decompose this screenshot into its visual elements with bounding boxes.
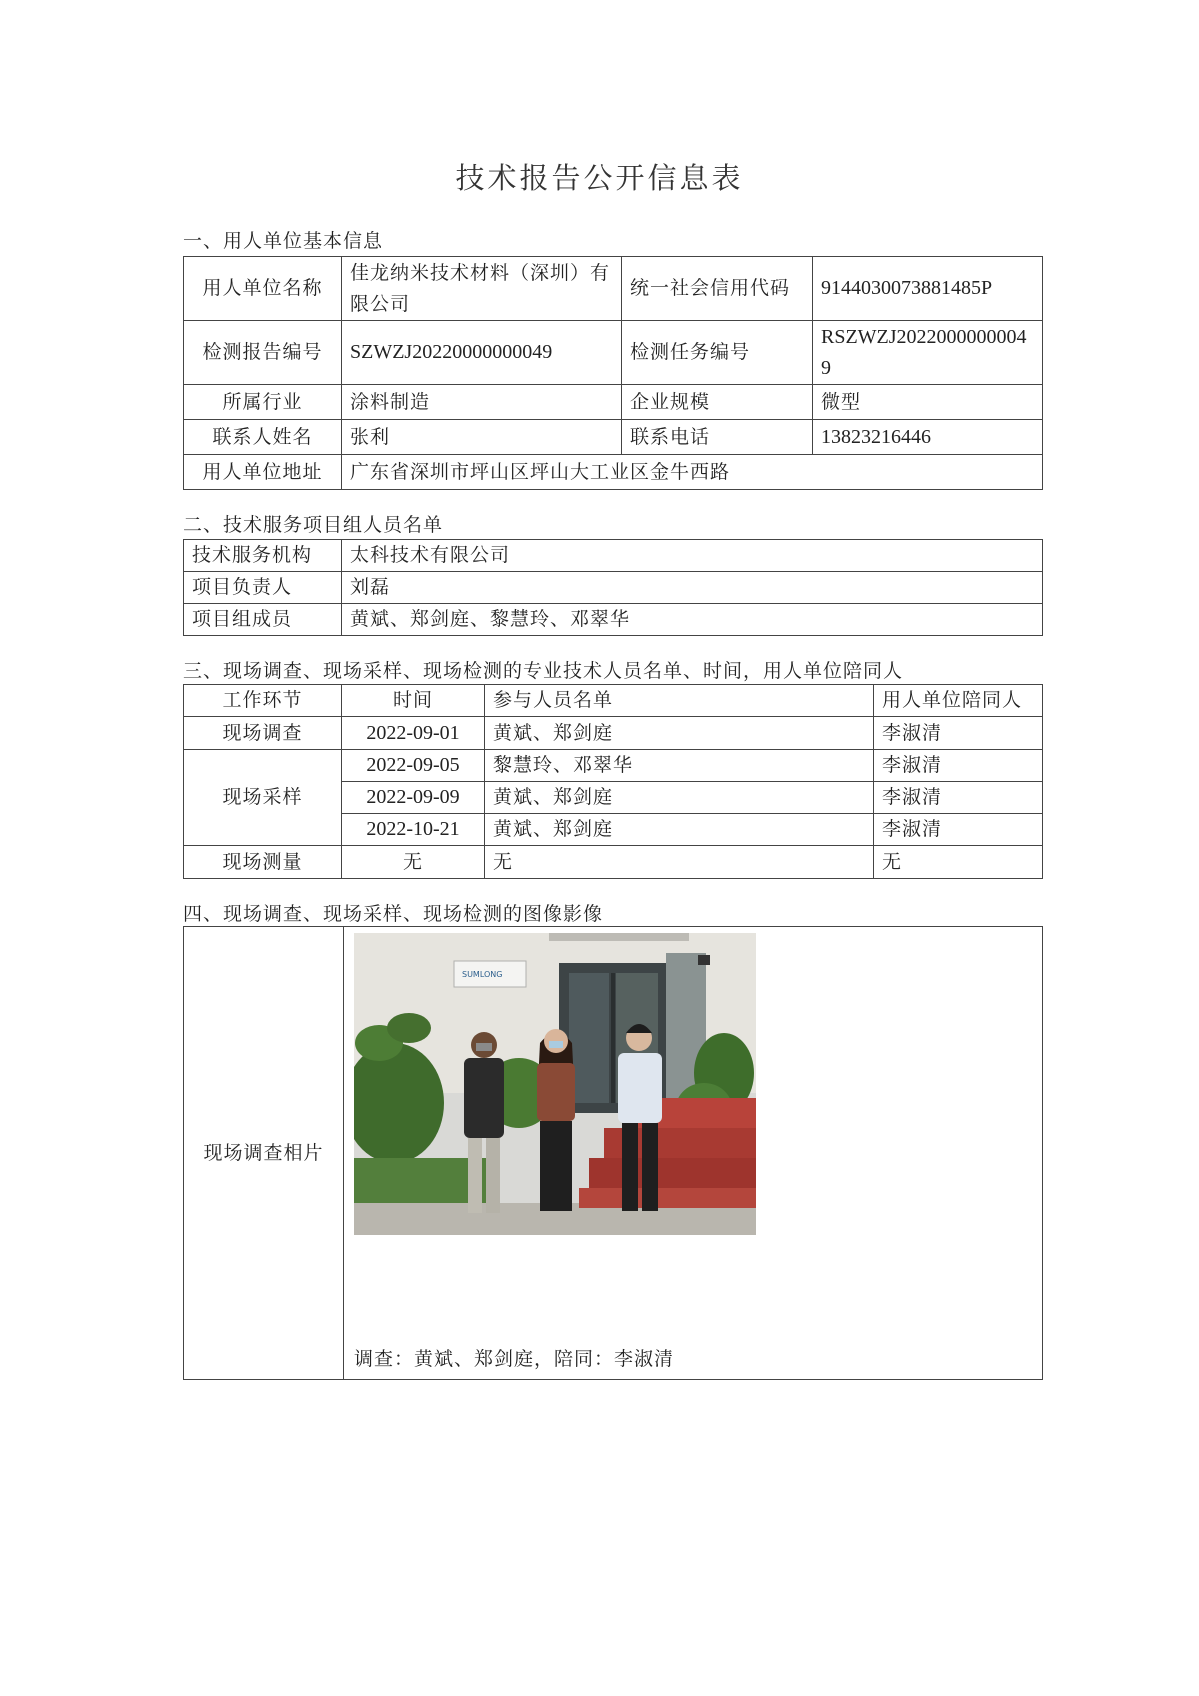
table-row [184, 604, 1043, 636]
image-table [183, 926, 1043, 1380]
escort-cell: 无 [874, 846, 1043, 879]
site-survey-photo [354, 933, 756, 1235]
photo-label: 现场调查相片 [184, 927, 344, 1380]
basic-info-table [183, 256, 1043, 490]
date-cell: 2022-09-09 [342, 782, 485, 814]
field-label: 统一社会信用代码 [622, 257, 813, 321]
stage-cell: 现场采样 [184, 750, 342, 846]
report-number: SZWZJ20220000000049 [342, 321, 622, 385]
section-1-heading: 一、用人单位基本信息 [183, 230, 384, 252]
escort-cell: 李淑清 [874, 782, 1043, 814]
field-label: 检测任务编号 [622, 321, 813, 385]
stage-cell: 现场调查 [184, 717, 342, 750]
fieldwork-table [183, 684, 1043, 879]
field-label: 所属行业 [184, 385, 342, 420]
company-size: 微型 [813, 385, 1043, 420]
table-row [184, 385, 1043, 420]
column-header: 参与人员名单 [485, 685, 874, 717]
table-row [184, 540, 1043, 572]
photo-caption: 调查：黄斌、郑剑庭，陪同：李淑清 [354, 1348, 675, 1370]
table-row [184, 717, 1043, 750]
field-label: 用人单位名称 [184, 257, 342, 321]
service-org: 太科技术有限公司 [342, 540, 1043, 572]
date-cell: 2022-09-05 [342, 750, 485, 782]
column-header: 时间 [342, 685, 485, 717]
credit-code: 9144030073881485P [813, 257, 1043, 321]
project-members: 黄斌、郑剑庭、黎慧玲、邓翠华 [342, 604, 1043, 636]
people-cell: 无 [485, 846, 874, 879]
escort-cell: 李淑清 [874, 814, 1043, 846]
escort-cell: 李淑清 [874, 717, 1043, 750]
field-label: 联系电话 [622, 420, 813, 455]
company-name: 佳龙纳米技术材料（深圳）有限公司 [342, 257, 622, 321]
contact-name: 张利 [342, 420, 622, 455]
section-2-heading: 二、技术服务项目组人员名单 [183, 514, 444, 536]
team-table [183, 539, 1043, 636]
field-label: 项目负责人 [184, 572, 342, 604]
people-cell: 黄斌、郑剑庭 [485, 717, 874, 750]
page-title: 技术报告公开信息表 [455, 161, 744, 195]
contact-phone: 13823216446 [813, 420, 1043, 455]
company-address: 广东省深圳市坪山区坪山大工业区金牛西路 [342, 455, 1043, 490]
table-row [184, 846, 1043, 879]
field-label: 企业规模 [622, 385, 813, 420]
table-row [184, 572, 1043, 604]
section-3-heading: 三、现场调查、现场采样、现场检测的专业技术人员名单、时间，用人单位陪同人 [183, 660, 904, 682]
stage-cell: 现场测量 [184, 846, 342, 879]
date-cell: 2022-10-21 [342, 814, 485, 846]
table-row [184, 927, 1043, 1380]
date-cell: 无 [342, 846, 485, 879]
column-header: 工作环节 [184, 685, 342, 717]
people-cell: 黄斌、郑剑庭 [485, 814, 874, 846]
industry: 涂料制造 [342, 385, 622, 420]
task-number: RSZWZJ20220000000049 [813, 321, 1043, 385]
date-cell: 2022-09-01 [342, 717, 485, 750]
table-row [184, 420, 1043, 455]
table-row [184, 750, 1043, 782]
people-cell: 黎慧玲、邓翠华 [485, 750, 874, 782]
field-label: 用人单位地址 [184, 455, 342, 490]
field-label: 检测报告编号 [184, 321, 342, 385]
table-row [184, 455, 1043, 490]
building-sign-text: SUMLONG [462, 970, 503, 979]
column-header: 用人单位陪同人 [874, 685, 1043, 717]
table-header-row [184, 685, 1043, 717]
field-label: 联系人姓名 [184, 420, 342, 455]
table-row [184, 257, 1043, 321]
photo-cell [344, 927, 1043, 1380]
section-4-heading: 四、现场调查、现场采样、现场检测的图像影像 [183, 903, 604, 925]
field-label: 技术服务机构 [184, 540, 342, 572]
table-row [184, 321, 1043, 385]
people-cell: 黄斌、郑剑庭 [485, 782, 874, 814]
project-lead: 刘磊 [342, 572, 1043, 604]
field-label: 项目组成员 [184, 604, 342, 636]
escort-cell: 李淑清 [874, 750, 1043, 782]
